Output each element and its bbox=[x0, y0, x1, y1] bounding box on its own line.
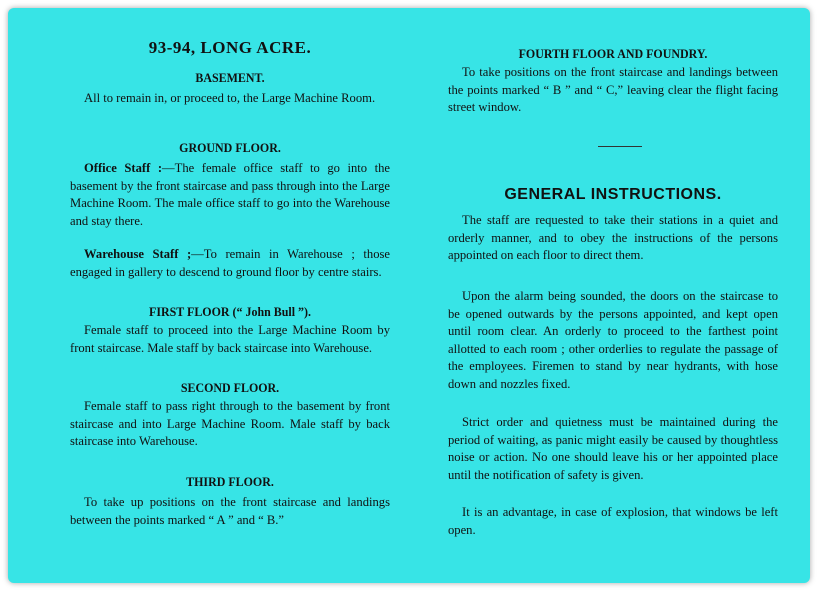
basement-text: All to remain in, or proceed to, the Large Machine Room. bbox=[84, 91, 376, 105]
section-divider bbox=[598, 146, 642, 147]
warehouse-staff-paragraph bbox=[70, 246, 390, 281]
general-paragraph-2: Upon the alarm being sounded, the doors on the staircase to be opened outwards by the persons appointed, and kept open until room clear. An orderly to proceed to the farthest point allotted to each room ; other orderlies to regulate the passage of the employees. Firemen to stand by near hydrants, with hose down and nozzles fixed. bbox=[448, 289, 778, 391]
document-page bbox=[8, 8, 810, 583]
ground-floor-heading: GROUND FLOOR. bbox=[179, 140, 281, 155]
office-staff-paragraph bbox=[70, 160, 390, 230]
first-floor-heading: FIRST FLOOR (“ John Bull ”). bbox=[149, 304, 311, 319]
third-floor-text: To take up positions on the front staircase and landings between the points marked “ A ” and “ B.” bbox=[70, 495, 390, 527]
fourth-floor-heading: FOURTH FLOOR AND FOUNDRY. bbox=[518, 46, 708, 61]
third-floor-heading: THIRD FLOOR. bbox=[186, 474, 274, 489]
first-floor-text: Female staff to proceed into the Large Machine Room by front staircase. Male staff by back staircase into Warehouse. bbox=[70, 323, 390, 355]
general-paragraph-1: The staff are requested to take their stations in a quiet and orderly manner, and to obey the instructions of the persons appointed on each floor to direct them. bbox=[448, 213, 778, 263]
building-title: 93-94, LONG ACRE. bbox=[148, 38, 312, 57]
basement-heading: BASEMENT. bbox=[195, 70, 265, 85]
warehouse-staff-label: Warehouse Staff ; bbox=[84, 247, 192, 261]
office-staff-text: —The female office staff to go into the basement by the front staircase and pass through into the Large Machine Room. The male office staff to go into the Warehouse and stay there. bbox=[70, 161, 390, 228]
office-staff-label: Office Staff : bbox=[84, 161, 163, 175]
general-paragraph-3: Strict order and quietness must be maintained during the period of waiting, as panic might easily be caused by thoughtless noise or action. No one should leave his or her appointed place until the notification of safety is given. bbox=[448, 415, 778, 482]
second-floor-text: Female staff to pass right through to the basement by front staircase and into Large Machine Room. Male staff by back staircase into Warehouse. bbox=[70, 399, 390, 449]
general-paragraph-4: It is an advantage, in case of explosion, that windows be left open. bbox=[448, 505, 778, 537]
second-floor-heading: SECOND FLOOR. bbox=[180, 380, 280, 395]
general-instructions-heading: GENERAL INSTRUCTIONS. bbox=[504, 186, 722, 203]
warehouse-staff-text: —To remain in Warehouse ; those engaged in gallery to descend to ground floor by centre stairs. bbox=[70, 247, 390, 279]
fourth-floor-text: To take positions on the front staircase and landings between the points marked “ B ” and “ C,” leaving clear the flight facing street window. bbox=[448, 65, 778, 115]
